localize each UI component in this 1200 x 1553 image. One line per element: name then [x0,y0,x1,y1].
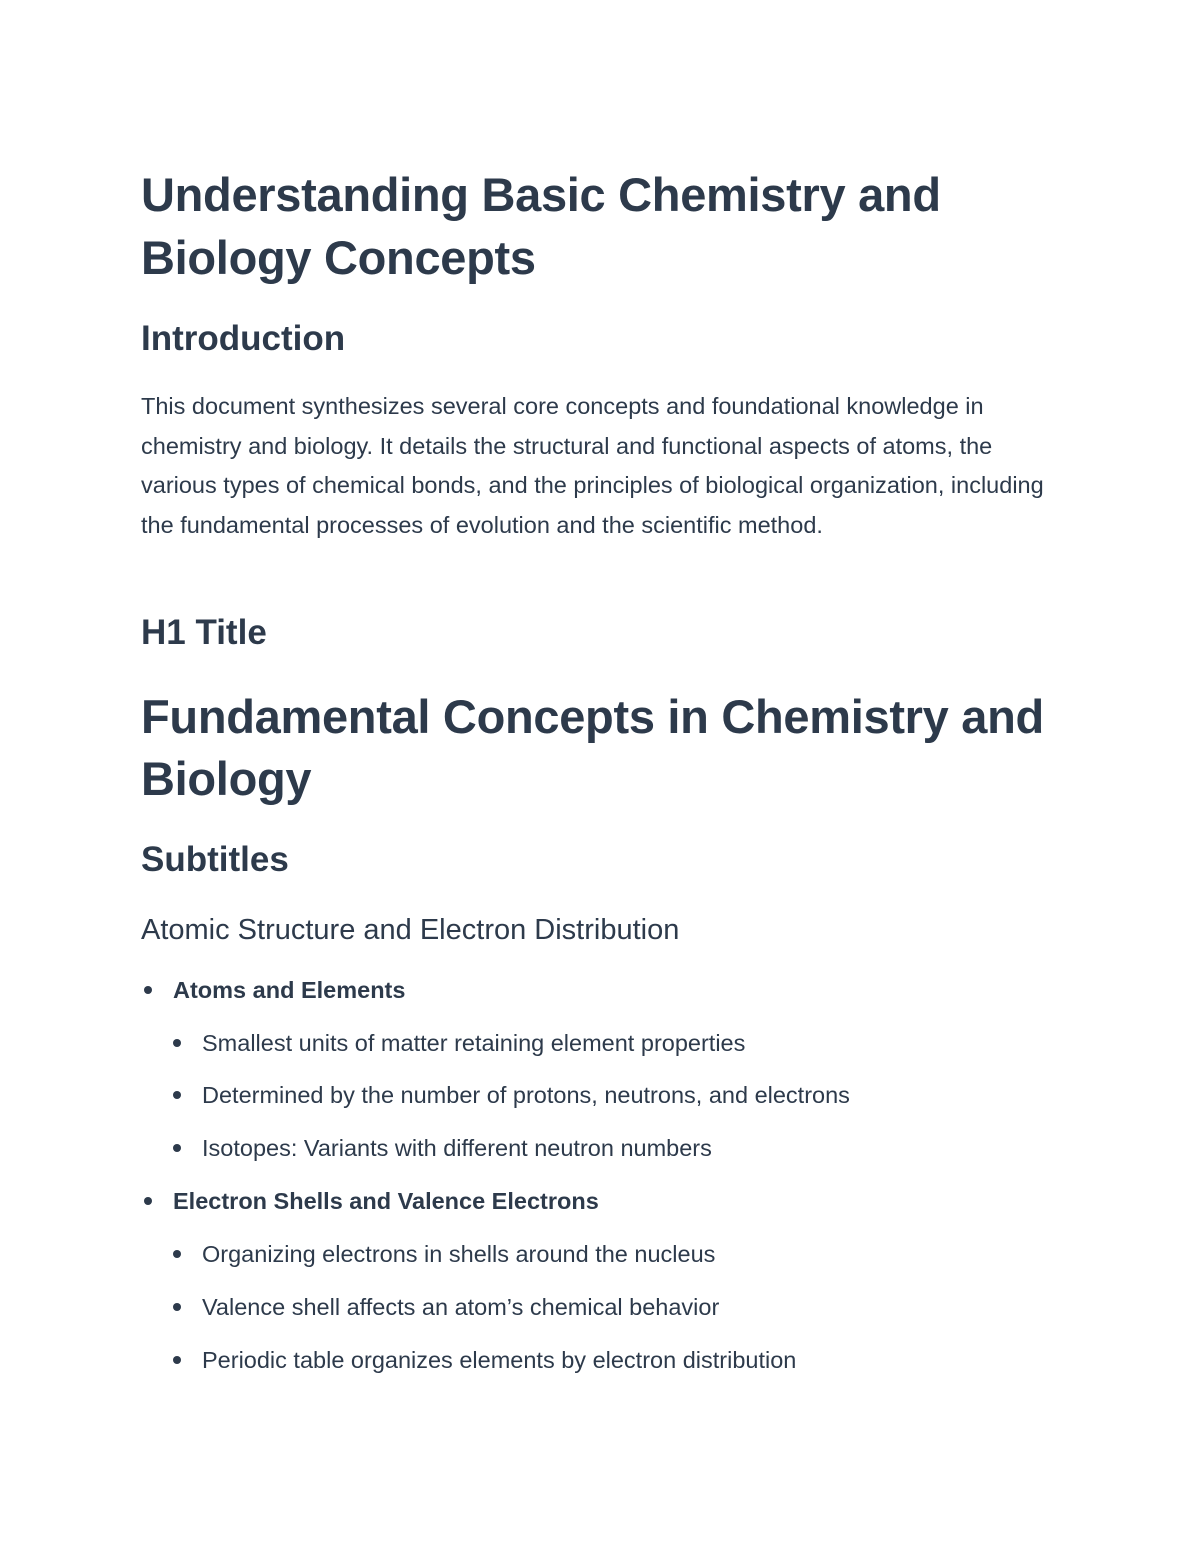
list-item-text: Periodic table organizes elements by electron distribution [202,1347,797,1373]
bullet-icon [173,1091,181,1099]
list-item-text: Smallest units of matter retaining element properties [202,1030,746,1056]
bullet-icon [173,1356,181,1364]
bullet-icon [173,1303,181,1311]
bullet-icon [144,986,152,994]
subtitles-label: Subtitles [141,840,289,879]
main-heading: Fundamental Concepts in Chemistry and Biology [141,690,1044,805]
h1-title-label: H1 Title [141,613,267,652]
introduction-heading: Introduction [141,319,346,358]
bullet-icon [173,1250,181,1258]
group-label: Electron Shells and Valence Electrons [173,1188,599,1214]
list-item-text: Organizing electrons in shells around the nucleus [202,1241,716,1267]
introduction-paragraph: This document synthesizes several core concepts and foundational knowledge in chemistry and biology. It details the structural and functional aspects of atoms, the various types of chemical bonds, and the principles of biological organization, including the fundamental processes of evolution and the scientific method. [141,393,1044,538]
bullet-icon [173,1039,181,1047]
list-item-text: Determined by the number of protons, neutrons, and electrons [202,1082,850,1108]
section-heading: Atomic Structure and Electron Distribution [141,914,680,946]
list-item-text: Isotopes: Variants with different neutron numbers [202,1135,712,1161]
list-item-text: Valence shell affects an atom’s chemical behavior [202,1294,720,1320]
bullet-icon [144,1197,152,1205]
group-label: Atoms and Elements [173,977,406,1003]
document-title: Understanding Basic Chemistry and Biology Concepts [141,168,941,284]
bullet-icon [173,1144,181,1152]
